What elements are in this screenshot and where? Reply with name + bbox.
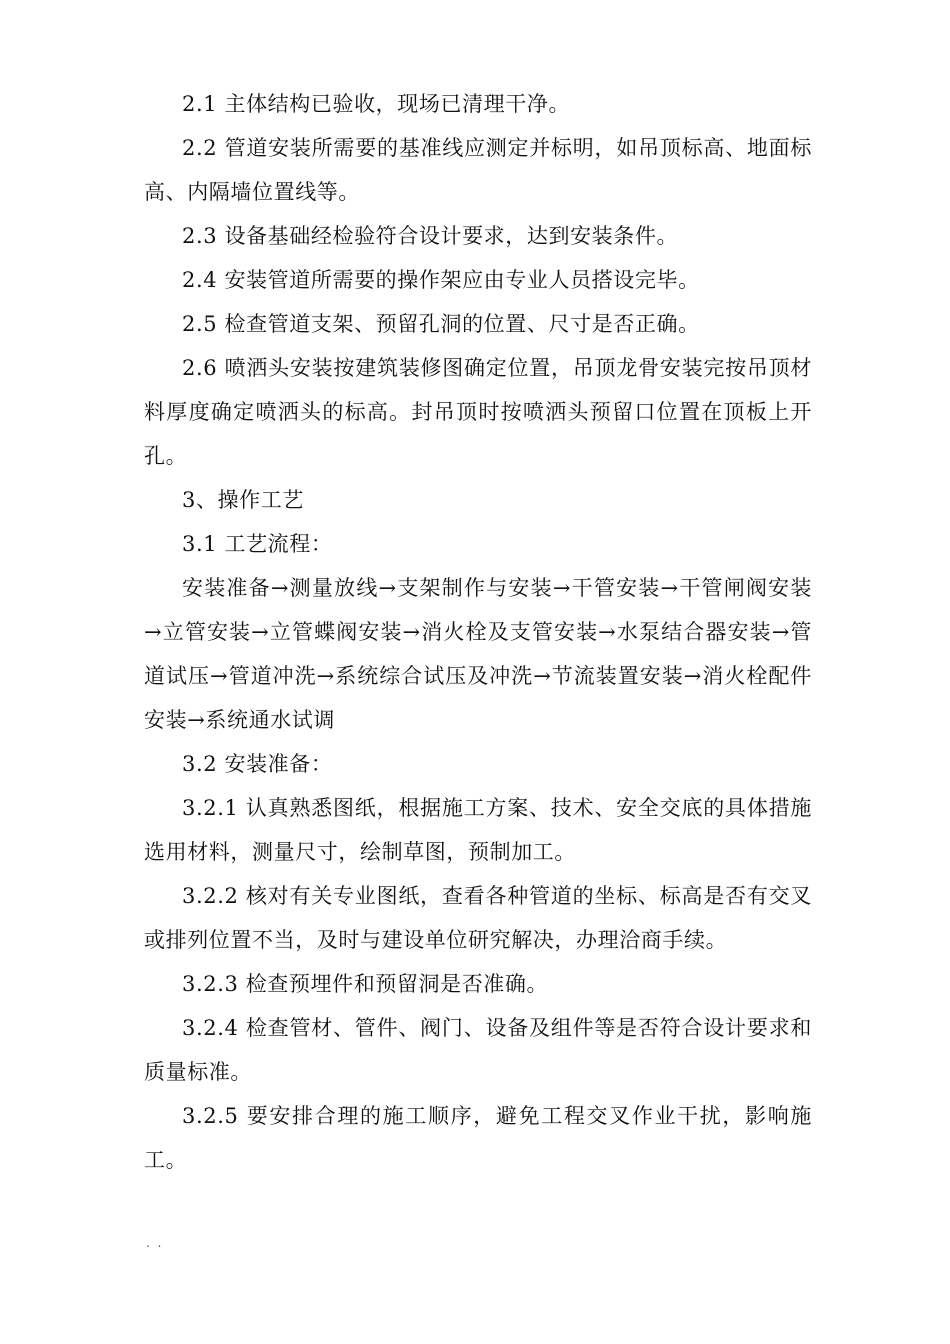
paragraph-2-2: 2.2 管道安装所需要的基准线应测定并标明，如吊顶标高、地面标高、内隔墙位置线等。 (144, 136, 812, 204)
footer-mark: . . (146, 1236, 164, 1250)
paragraph-3-2-3: 3.2.3 检查预埋件和预留洞是否准确。 (182, 972, 549, 996)
process-flow: 安装准备→测量放线→支架制作与安装→干管安装→干管闸阀安装→立管安装→立管蝶阀安装→消火栓及支管安装→水泵结合器安装→管道试压→管道冲洗→系统综合试压及冲洗→节流装置安装→消火栓配件安装→系统通水试调 (144, 576, 812, 732)
paragraph-3-2-2: 3.2.2 核对有关专业图纸，查看各种管道的坐标、标高是否有交叉或排列位置不当，及时与建设单位研究解决，办理洽商手续。 (144, 884, 812, 952)
section-heading-3: 3、操作工艺 (182, 488, 304, 512)
paragraph-3-2-5: 3.2.5 要安排合理的施工顺序，避免工程交叉作业干扰，影响施工。 (144, 1104, 812, 1172)
paragraph-2-5: 2.5 检查管道支架、预留孔洞的位置、尺寸是否正确。 (182, 312, 700, 336)
paragraph-2-6: 2.6 喷洒头安装按建筑装修图确定位置，吊顶龙骨安装完按吊顶材料厚度确定喷洒头的标高。封吊顶时按喷洒头预留口位置在顶板上开孔。 (144, 356, 812, 468)
paragraph-2-4: 2.4 安装管道所需要的操作架应由专业人员搭设完毕。 (182, 268, 700, 292)
paragraph-3-2-4: 3.2.4 检查管材、管件、阀门、设备及组件等是否符合设计要求和质量标准。 (144, 1016, 812, 1084)
paragraph-2-3: 2.3 设备基础经检验符合设计要求，达到安装条件。 (182, 224, 679, 248)
paragraph-2-1: 2.1 主体结构已验收，现场已清理干净。 (182, 92, 571, 116)
paragraph-3-1: 3.1 工艺流程： (182, 532, 333, 556)
paragraph-3-2: 3.2 安装准备： (182, 752, 333, 776)
paragraph-3-2-1: 3.2.1 认真熟悉图纸，根据施工方案、技术、安全交底的具体措施选用材料，测量尺寸，绘制草图，预制加工。 (144, 796, 812, 864)
document-body (144, 82, 812, 1182)
